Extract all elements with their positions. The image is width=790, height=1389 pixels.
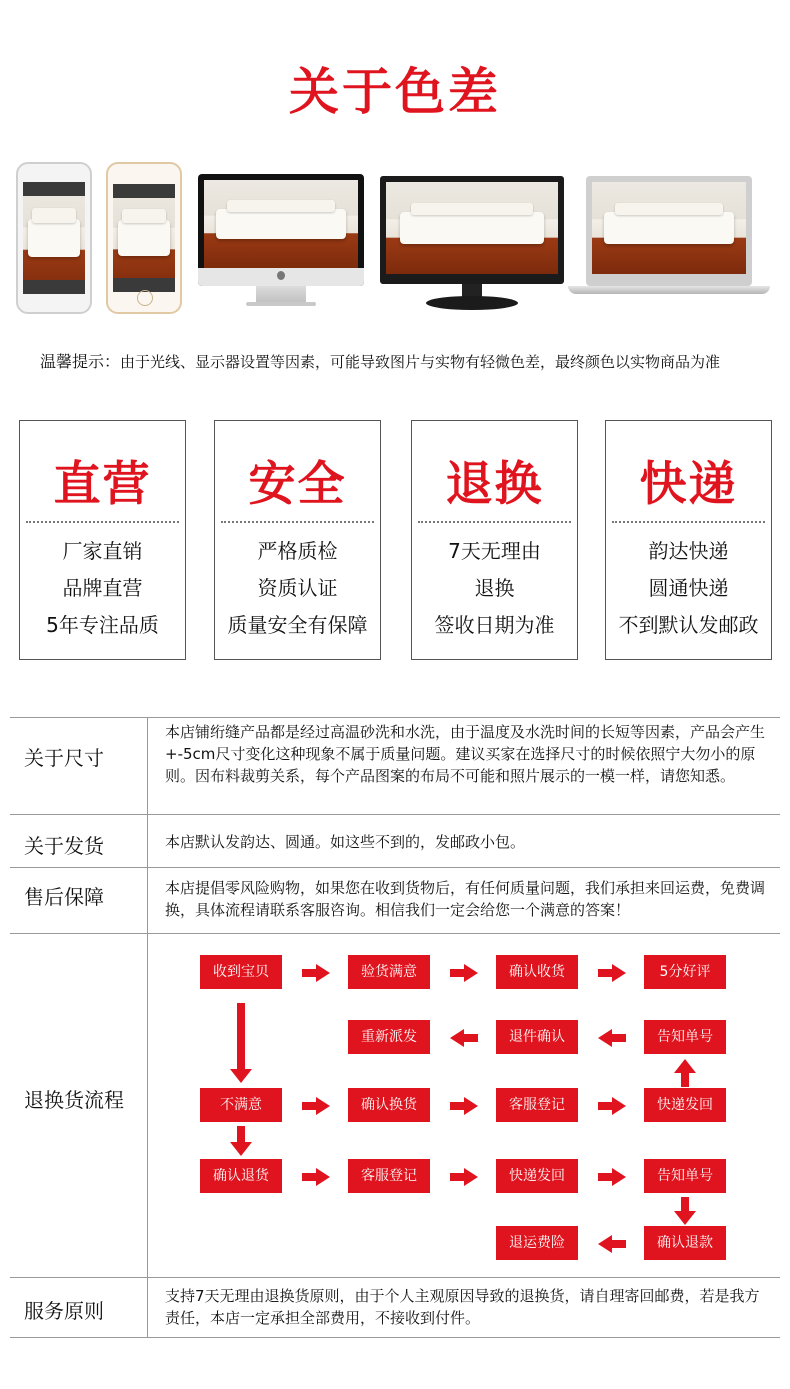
flow-step-cs-register-2: 客服登记 xyxy=(348,1159,430,1193)
notice-label: 温馨提示： xyxy=(40,352,121,371)
flow-step-confirm-return: 确认退货 xyxy=(200,1159,282,1193)
row-text-size: 本店铺绗缝产品都是经过高温砂洗和水洗，由于温度及水洗时间的长短等因素，产品会产生+-5cm尺寸变化这种现象不属于质量问题。建议买家在选择尺寸的时候依照宁大勿小的原则。因布料裁剪关系，每个产品图案的布局不可能和照片展示的一模一样，请您知悉。 xyxy=(165,723,766,785)
feature-line: 不到默认发邮政 xyxy=(618,613,759,637)
android-phone xyxy=(16,162,92,314)
feature-line: 签收日期为准 xyxy=(434,613,555,637)
feature-heading: 快递 xyxy=(639,457,738,512)
feature-heading: 退换 xyxy=(445,457,544,512)
feature-line: 7天无理由 xyxy=(448,539,541,563)
flow-step-return-shipping-insurance: 退运费险 xyxy=(496,1226,578,1260)
service-info-table xyxy=(10,717,780,1337)
arrow-right-icon xyxy=(598,1168,626,1186)
flow-step-cs-register-1: 客服登记 xyxy=(496,1088,578,1122)
arrow-right-icon xyxy=(450,1097,478,1115)
dotted-divider xyxy=(26,521,179,523)
flow-step-notify-no-2: 告知单号 xyxy=(644,1159,726,1193)
row-text-shipping: 本店默认发韵达、圆通。如这些不到的，发邮政小包。 xyxy=(165,833,526,851)
flow-step-notify-no-1: 告知单号 xyxy=(644,1020,726,1054)
notice-text: 由于光线、显示器设置等因素，可能导致图片与实物有轻微色差，最终颜色以实物商品为准 xyxy=(120,353,721,371)
color-difference-notice xyxy=(40,349,720,372)
flow-step-express-return-1: 快递发回 xyxy=(644,1088,726,1122)
arrow-up-icon xyxy=(674,1059,696,1087)
feature-line: 韵达快递 xyxy=(648,539,729,563)
arrow-right-icon xyxy=(598,1097,626,1115)
imac-monitor xyxy=(198,174,364,308)
flow-step-confirm-receipt: 确认收货 xyxy=(496,955,578,989)
feature-line: 圆通快递 xyxy=(648,576,729,600)
arrow-right-icon xyxy=(598,964,626,982)
feature-heading: 安全 xyxy=(248,457,347,512)
flow-step-express-return-2: 快递发回 xyxy=(496,1159,578,1193)
arrow-right-icon xyxy=(450,1168,478,1186)
table-divider xyxy=(10,933,780,934)
arrow-left-icon xyxy=(598,1235,626,1253)
flow-step-unsatisfied: 不满意 xyxy=(200,1088,282,1122)
desktop-monitor xyxy=(380,176,564,314)
flow-step-confirm-exchange: 确认换货 xyxy=(348,1088,430,1122)
row-text-aftersale: 本店提倡零风险购物，如果您在收到货物后，有任何质量问题，我们承担来回运费，免费调换，具体流程请联系客服咨询。相信我们一定会给您一个满意的答案！ xyxy=(165,879,766,919)
row-label-principle: 服务原则 xyxy=(24,1299,104,1323)
dotted-divider xyxy=(612,521,765,523)
feature-line: 严格质检 xyxy=(257,539,338,563)
row-label-shipping: 关于发货 xyxy=(24,834,104,858)
feature-box-return xyxy=(411,420,578,660)
arrow-right-icon xyxy=(450,964,478,982)
table-divider xyxy=(10,867,780,868)
table-divider xyxy=(10,717,780,718)
arrow-right-icon xyxy=(302,1168,330,1186)
arrow-right-icon xyxy=(302,964,330,982)
flow-step-confirm-refund: 确认退款 xyxy=(644,1226,726,1260)
flow-step-five-star: 5分好评 xyxy=(644,955,726,989)
arrow-down-icon xyxy=(230,1003,252,1083)
feature-line: 资质认证 xyxy=(257,576,338,600)
flow-step-resend: 重新派发 xyxy=(348,1020,430,1054)
table-divider xyxy=(10,1277,780,1278)
page-title: 关于色差 xyxy=(289,63,501,121)
table-divider xyxy=(10,1337,780,1338)
flow-step-return-confirm: 退件确认 xyxy=(496,1020,578,1054)
arrow-down-icon xyxy=(674,1197,696,1225)
feature-box-safety xyxy=(214,420,381,660)
feature-heading: 直营 xyxy=(53,457,152,512)
feature-box-direct xyxy=(19,420,186,660)
flow-step-receive: 收到宝贝 xyxy=(200,955,282,989)
table-column-divider xyxy=(147,717,148,1337)
feature-line: 退换 xyxy=(474,576,515,600)
feature-box-express xyxy=(605,420,772,660)
row-label-flow: 退换货流程 xyxy=(24,1088,124,1112)
feature-line: 5年专注品质 xyxy=(46,613,159,637)
row-label-size: 关于尺寸 xyxy=(24,746,104,770)
arrow-left-icon xyxy=(598,1029,626,1047)
devices-illustration xyxy=(0,160,790,320)
feature-line: 质量安全有保障 xyxy=(227,613,368,637)
dotted-divider xyxy=(221,521,374,523)
laptop xyxy=(568,176,770,300)
arrow-right-icon xyxy=(302,1097,330,1115)
iphone xyxy=(106,162,182,314)
feature-line: 厂家直销 xyxy=(62,539,143,563)
table-divider xyxy=(10,814,780,815)
feature-line: 品牌直营 xyxy=(62,576,143,600)
row-label-aftersale: 售后保障 xyxy=(24,885,104,909)
arrow-left-icon xyxy=(450,1029,478,1047)
flow-step-inspect: 验货满意 xyxy=(348,955,430,989)
row-text-principle: 支持7天无理由退换货原则，由于个人主观原因导致的退换货，请自理寄回邮费，若是我方责任，本店一定承担全部费用，不接收到付件。 xyxy=(165,1287,760,1327)
arrow-down-icon xyxy=(230,1126,252,1156)
dotted-divider xyxy=(418,521,571,523)
